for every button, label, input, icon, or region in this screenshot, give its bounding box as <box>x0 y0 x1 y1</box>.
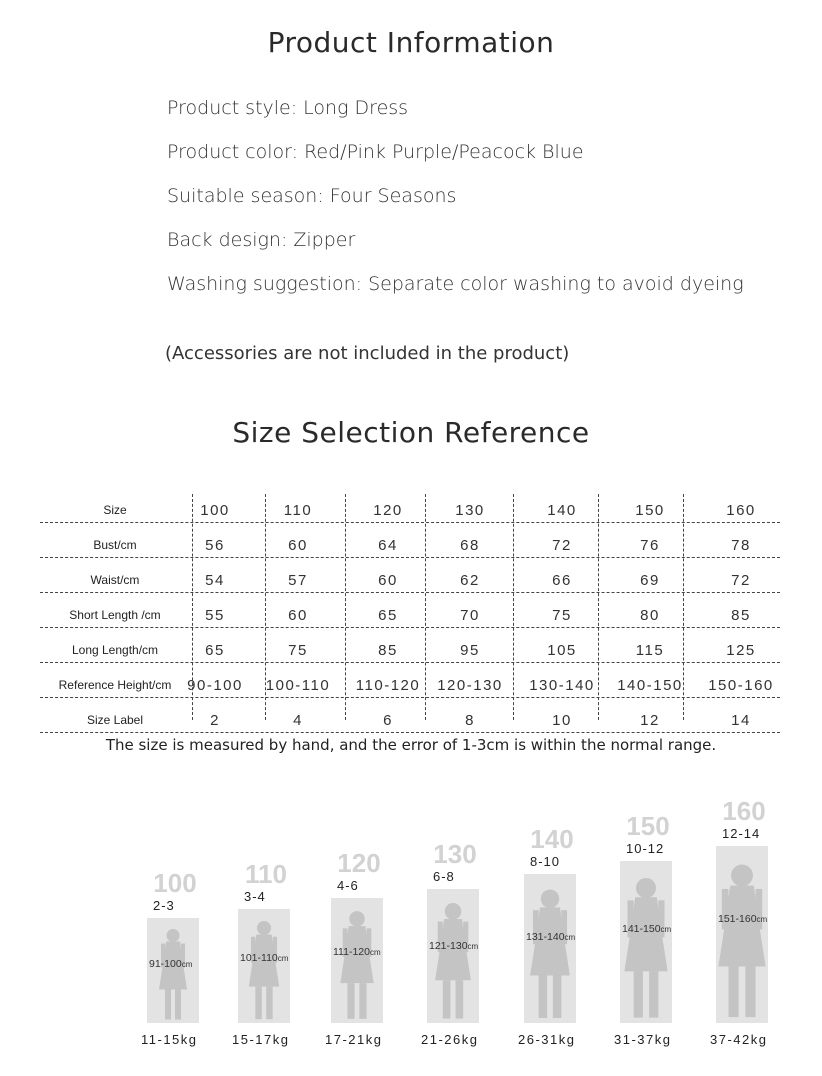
info-back-design: Back design: Zipper <box>167 229 356 251</box>
table-cell: 78 <box>731 537 751 554</box>
height-unit: cm <box>277 954 289 964</box>
figure-age: 4-6 <box>337 878 359 893</box>
table-cell: 54 <box>205 572 225 589</box>
height-value: 141-150 <box>622 922 661 935</box>
figure-height-range <box>526 931 575 943</box>
row-label: Waist/cm <box>90 573 140 587</box>
figure-box <box>620 861 672 1023</box>
info-style: Product style: Long Dress <box>167 97 409 119</box>
child-silhouette-icon <box>427 889 479 1023</box>
figure-weight: 15-17kg <box>232 1032 290 1047</box>
child-silhouette-icon <box>524 874 576 1023</box>
table-cell: 85 <box>731 607 751 624</box>
table-cell: 75 <box>552 607 572 624</box>
table-cell: 105 <box>547 642 577 659</box>
table-cell: 62 <box>460 572 480 589</box>
height-value: 101-110 <box>240 952 278 965</box>
figure-height-range <box>622 923 671 935</box>
table-cell: 100 <box>200 502 230 519</box>
column-divider <box>425 494 426 720</box>
table-cell: 56 <box>205 537 225 554</box>
table-cell: 85 <box>378 642 398 659</box>
column-divider <box>598 494 599 720</box>
table-cell: 65 <box>378 607 398 624</box>
figure-age: 6-8 <box>433 869 455 884</box>
table-row <box>40 663 780 698</box>
table-cell: 130-140 <box>529 677 595 694</box>
height-value: 91-100 <box>149 957 182 970</box>
row-label: Long Length/cm <box>71 643 159 657</box>
child-silhouette-icon <box>331 898 383 1023</box>
height-value: 131-140 <box>526 930 565 943</box>
figure-weight: 17-21kg <box>325 1032 383 1047</box>
table-cell: 110 <box>283 502 313 519</box>
height-value: 111-120 <box>333 945 370 958</box>
table-cell: 60 <box>378 572 398 589</box>
table-cell: 80 <box>640 607 660 624</box>
column-divider <box>683 494 684 720</box>
figure-weight: 11-15kg <box>141 1032 198 1047</box>
figure-age: 12-14 <box>722 826 761 841</box>
info-season: Suitable season: Four Seasons <box>167 185 457 207</box>
table-cell: 100-110 <box>265 677 331 694</box>
figure-box <box>238 909 290 1023</box>
product-info-title: Product Information <box>267 26 555 59</box>
table-cell: 60 <box>288 607 308 624</box>
column-divider <box>513 494 514 720</box>
table-cell: 65 <box>205 642 225 659</box>
figure-size-number: 100 <box>153 868 197 898</box>
table-cell: 150-160 <box>708 677 774 694</box>
table-cell: 6 <box>383 712 393 729</box>
height-unit: cm <box>756 915 768 925</box>
table-cell: 110-120 <box>355 677 421 694</box>
table-cell: 76 <box>640 537 660 554</box>
table-cell: 64 <box>378 537 398 554</box>
figure-height-range <box>240 952 288 964</box>
table-cell: 66 <box>552 572 572 589</box>
row-label: Size <box>103 503 127 517</box>
accessories-note: (Accessories are not included in the product) <box>165 343 570 364</box>
child-silhouette-icon <box>716 846 768 1023</box>
row-label: Size Label <box>86 713 144 727</box>
table-cell: 55 <box>205 607 225 624</box>
table-cell: 60 <box>288 537 308 554</box>
table-cell: 115 <box>635 642 665 659</box>
info-color: Product color: Red/Pink Purple/Peacock Blue <box>167 141 584 163</box>
table-cell: 150 <box>635 502 665 519</box>
table-cell: 8 <box>465 712 475 729</box>
column-divider <box>192 494 193 720</box>
child-silhouette-icon <box>620 861 672 1023</box>
figure-box <box>147 918 199 1023</box>
figure-height-range <box>149 958 192 970</box>
table-cell: 140-150 <box>617 677 683 694</box>
figure-age: 10-12 <box>626 841 665 856</box>
table-cell: 72 <box>731 572 751 589</box>
height-unit: cm <box>660 924 672 934</box>
child-silhouette-icon <box>147 918 199 1023</box>
table-row <box>40 628 780 663</box>
table-row <box>40 558 780 593</box>
size-table <box>40 488 780 733</box>
column-divider <box>265 494 266 720</box>
table-cell: 4 <box>293 712 303 729</box>
table-cell: 12 <box>640 712 660 729</box>
table-cell: 75 <box>288 642 308 659</box>
figure-weight: 21-26kg <box>421 1032 479 1047</box>
info-washing: Washing suggestion: Separate color washing to avoid dyeing <box>167 273 744 295</box>
table-cell: 72 <box>552 537 572 554</box>
table-row <box>40 488 780 523</box>
row-label: Reference Height/cm <box>58 678 172 692</box>
figure-size-number: 110 <box>245 859 287 889</box>
figure-height-range <box>718 913 767 925</box>
table-cell: 14 <box>731 712 751 729</box>
row-label: Short Length /cm <box>69 608 161 622</box>
figure-box <box>524 874 576 1023</box>
measurement-disclaimer: The size is measured by hand, and the error of 1-3cm is within the normal range. <box>105 736 717 754</box>
table-cell: 90-100 <box>187 677 243 694</box>
figure-size-number: 130 <box>433 839 477 869</box>
figure-age: 3-4 <box>244 889 266 904</box>
child-silhouette-icon <box>238 909 290 1023</box>
figure-size-number: 140 <box>530 824 574 854</box>
table-cell: 120 <box>373 502 403 519</box>
figure-weight: 26-31kg <box>518 1032 576 1047</box>
figure-box <box>331 898 383 1023</box>
table-cell: 95 <box>460 642 480 659</box>
figure-size-number: 120 <box>337 848 381 878</box>
height-unit: cm <box>369 947 381 957</box>
column-divider <box>345 494 346 720</box>
figure-age: 8-10 <box>530 854 561 869</box>
height-value: 121-130 <box>429 939 468 952</box>
figure-size-number: 160 <box>722 796 766 826</box>
figure-age: 2-3 <box>153 898 175 913</box>
table-cell: 57 <box>288 572 308 589</box>
figure-weight: 37-42kg <box>710 1032 768 1047</box>
size-reference-title: Size Selection Reference <box>232 416 590 449</box>
height-unit: cm <box>564 932 576 942</box>
table-row <box>40 593 780 628</box>
figure-height-range <box>429 940 478 952</box>
figure-size-number: 150 <box>626 811 670 841</box>
table-cell: 160 <box>726 502 756 519</box>
figure-box <box>427 889 479 1023</box>
table-cell: 69 <box>640 572 660 589</box>
height-value: 151-160 <box>718 913 757 926</box>
table-cell: 140 <box>547 502 577 519</box>
table-cell: 10 <box>552 712 572 729</box>
table-cell: 2 <box>210 712 220 729</box>
table-row <box>40 523 780 558</box>
table-cell: 125 <box>726 642 756 659</box>
table-cell: 70 <box>460 607 480 624</box>
table-cell: 68 <box>460 537 480 554</box>
figure-box <box>716 846 768 1023</box>
table-cell: 120-130 <box>437 677 503 694</box>
table-row <box>40 698 780 733</box>
figure-height-range <box>333 946 381 958</box>
height-unit: cm <box>467 941 479 951</box>
height-unit: cm <box>181 959 193 969</box>
table-cell: 130 <box>455 502 485 519</box>
figure-weight: 31-37kg <box>614 1032 672 1047</box>
row-label: Bust/cm <box>93 538 137 552</box>
